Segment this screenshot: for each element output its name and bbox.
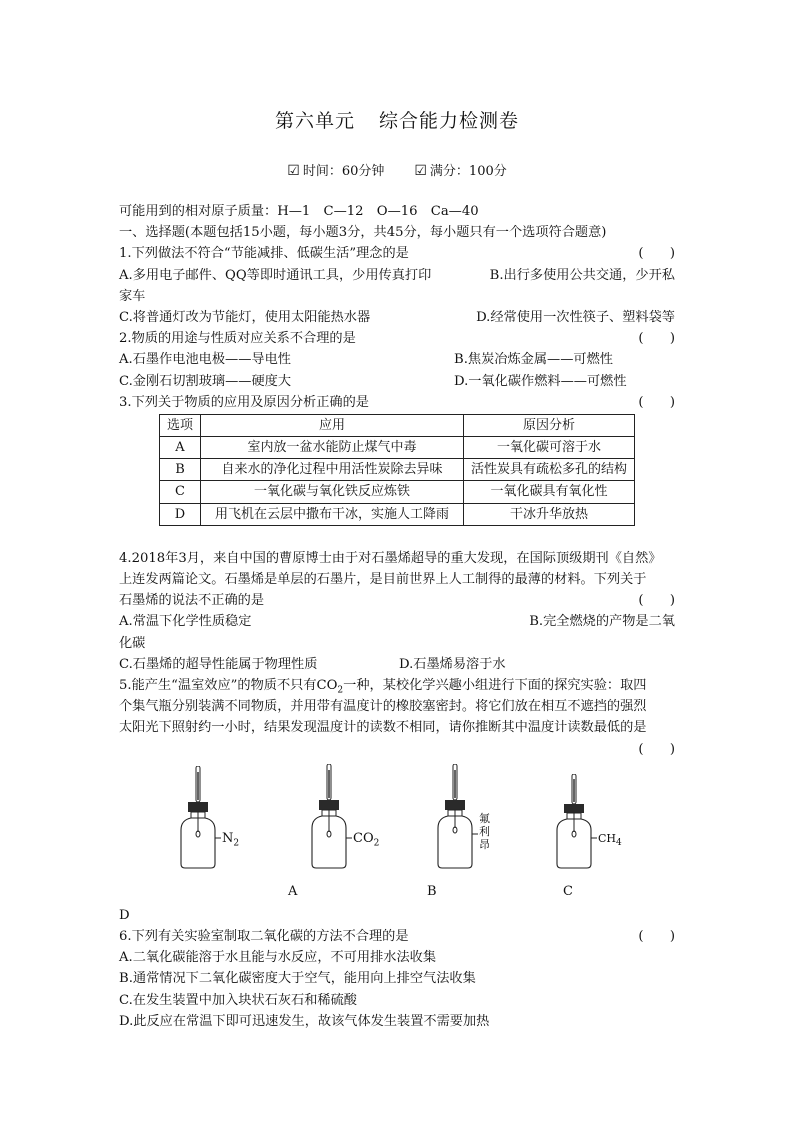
table-cell: D — [160, 503, 201, 525]
table-row — [160, 459, 635, 481]
q1-option-c: C.将普通灯改为节能灯，使用太阳能热水器 — [119, 309, 371, 325]
q1-options-ab — [119, 265, 675, 286]
q3-table — [159, 414, 635, 526]
q2-stem: 2.物质的用途与性质对应关系不合理的是 ( ) — [119, 328, 675, 349]
q4-option-d: D.石墨烯易溶于水 — [399, 656, 506, 672]
time-label: 时间：60分钟 — [302, 164, 385, 179]
exam-info — [0, 160, 794, 179]
section-heading: 一、选择题(本题包括15小题，每小题3分，共45分，每小题只有一个选项符合题意) — [119, 225, 607, 241]
gas-bottle-freon — [434, 764, 504, 871]
table-header-cell: 选项 — [160, 414, 201, 436]
q4-option-c: C.石墨烯的超导性能属于物理性质 — [119, 656, 318, 672]
title-name: 综合能力检测卷 — [379, 110, 520, 132]
answer-paren: ( ) — [638, 331, 675, 347]
q2-options-cd — [119, 371, 675, 392]
table-row — [160, 437, 635, 459]
q4-stem-3: 石墨烯的说法不正确的是 ( ) — [119, 590, 675, 611]
q4-option-b: B.完全燃烧的产物是二氧 — [529, 614, 675, 630]
q1-option-a: A.多用电子邮件、QQ等即时通讯工具，少用传真打印 — [119, 267, 432, 283]
bottle-thermometer-icon — [308, 764, 378, 871]
title-unit: 第六单元 — [274, 110, 355, 132]
q4-stem-1: 4.2018年3月，来自中国的曹原博士由于对石墨烯超导的重大发现，在国际顶级期刊《自然》 — [119, 550, 662, 566]
table-cell: 干冰升华放热 — [464, 503, 635, 525]
table-row — [160, 503, 635, 525]
q1-option-b-cont: 家车 — [119, 288, 146, 304]
table-cell: 室内放一盆水能防止煤气中毒 — [201, 437, 464, 459]
table-header-cell: 应用 — [201, 414, 464, 436]
co2-label: $CO_2$ — [353, 830, 380, 849]
table-cell: 一氧化碳与氧化铁反应炼铁 — [201, 481, 464, 503]
table-cell: 自来水的净化过程中用活性炭除去异味 — [201, 459, 464, 481]
bottle-thermometer-icon — [434, 764, 504, 871]
q6-option-b: B.通常情况下二氧化碳密度大于空气，能用向上排空气法收集 — [119, 971, 476, 987]
gas-bottle-ch4 — [553, 774, 623, 871]
q6-option-c: C.在发生装置中加入块状石灰石和稀硫酸 — [119, 992, 357, 1008]
table-cell: C — [160, 481, 201, 503]
answer-paren: ( ) — [638, 394, 675, 410]
q5-stem-1: 5.能产生“温室效应”的物质不只有$CO_2$一种，某校化学兴趣小组进行下面的探究实验：取四 — [119, 678, 647, 696]
bottle-thermometer-icon — [553, 774, 623, 871]
answer-paren: ( ) — [638, 246, 675, 262]
page-title — [0, 106, 794, 133]
table-header-row — [160, 414, 635, 436]
bottle-thermometer-icon — [177, 766, 247, 871]
checkbox-icon: ☑ — [414, 163, 427, 179]
q3-stem: 3.下列关于物质的应用及原因分析正确的是 ( ) — [119, 392, 675, 413]
freon-label: 氟 利 昂 — [479, 811, 490, 851]
table-header-cell: 原因分析 — [464, 414, 635, 436]
table-cell: 一氧化碳可溶于水 — [464, 437, 635, 459]
q1-options-cd — [119, 307, 675, 328]
table-cell: B — [160, 459, 201, 481]
option-label-c: C — [563, 883, 573, 899]
q1-option-d: D.经常使用一次性筷子、塑料袋等 — [476, 309, 675, 325]
table-row — [160, 481, 635, 503]
q5-stem-2: 个集气瓶分别装满不同物质，并用带有温度计的橡胶塞密封。将它们放在相互不遮挡的强烈 — [119, 699, 647, 715]
n2-label: $N_2$ — [222, 830, 240, 849]
option-label-b: B — [427, 883, 437, 899]
gas-bottle-co2 — [308, 764, 378, 871]
q1-stem: 1.下列做法不符合“节能减排、低碳生活”理念的是 ( ) — [119, 243, 675, 264]
q6-stem: 6.下列有关实验室制取二氧化碳的方法不合理的是 ( ) — [119, 926, 675, 947]
checkbox-icon: ☑ — [287, 163, 300, 179]
gas-bottle-n2 — [177, 766, 247, 871]
q6-option-d: D.此反应在常温下即可迅速发生，故该气体发生装置不需要加热 — [119, 1013, 490, 1029]
q2-option-c: C.金刚石切割玻璃——硬度大 — [119, 373, 292, 389]
q1-option-b: B.出行多使用公共交通，少开私 — [489, 267, 675, 283]
q5-figures — [119, 760, 675, 905]
q2-options-ab — [119, 349, 675, 370]
answer-paren: ( ) — [638, 741, 675, 757]
q2-option-b: B.焦炭冶炼金属——可燃性 — [454, 352, 613, 368]
q4-options-cd — [119, 654, 675, 675]
table-cell: 活性炭具有疏松多孔的结构 — [464, 459, 635, 481]
option-label-d: D — [119, 907, 130, 923]
answer-paren: ( ) — [638, 593, 675, 609]
option-label-a: A — [288, 883, 298, 899]
q4-option-a: A.常温下化学性质稳定 — [119, 614, 252, 630]
exam-content — [119, 201, 675, 1032]
q2-option-d: D.一氧化碳作燃料——可燃性 — [454, 373, 627, 389]
score-label: 满分：100分 — [429, 164, 507, 179]
q5-paren-line — [119, 739, 675, 760]
table-cell: A — [160, 437, 201, 459]
q4-stem-2: 上连发两篇论文。石墨烯是单层的石墨片，是目前世界上人工制得的最薄的材料。下列关于 — [119, 572, 647, 588]
answer-paren: ( ) — [638, 928, 675, 944]
q4-option-b-cont: 化碳 — [119, 635, 146, 651]
ch4-label: $CH_4$ — [598, 831, 622, 848]
table-cell: 一氧化碳具有氧化性 — [464, 481, 635, 503]
q5-stem-3: 太阳光下照射约一小时，结果发现温度计的读数不相同，请你推断其中温度计读数最低的是 — [119, 720, 647, 736]
q4-options-ab — [119, 611, 675, 632]
table-cell: 用飞机在云层中撒布干冰，实施人工降雨 — [201, 503, 464, 525]
q6-option-a: A.二氧化碳能溶于水且能与水反应，不可用排水法收集 — [119, 950, 437, 966]
atomic-mass-line: 可能用到的相对原子质量：H—1 C—12 O—16 Ca—40 — [119, 204, 479, 219]
q2-option-a: A.石墨作电池电极——导电性 — [119, 352, 291, 368]
